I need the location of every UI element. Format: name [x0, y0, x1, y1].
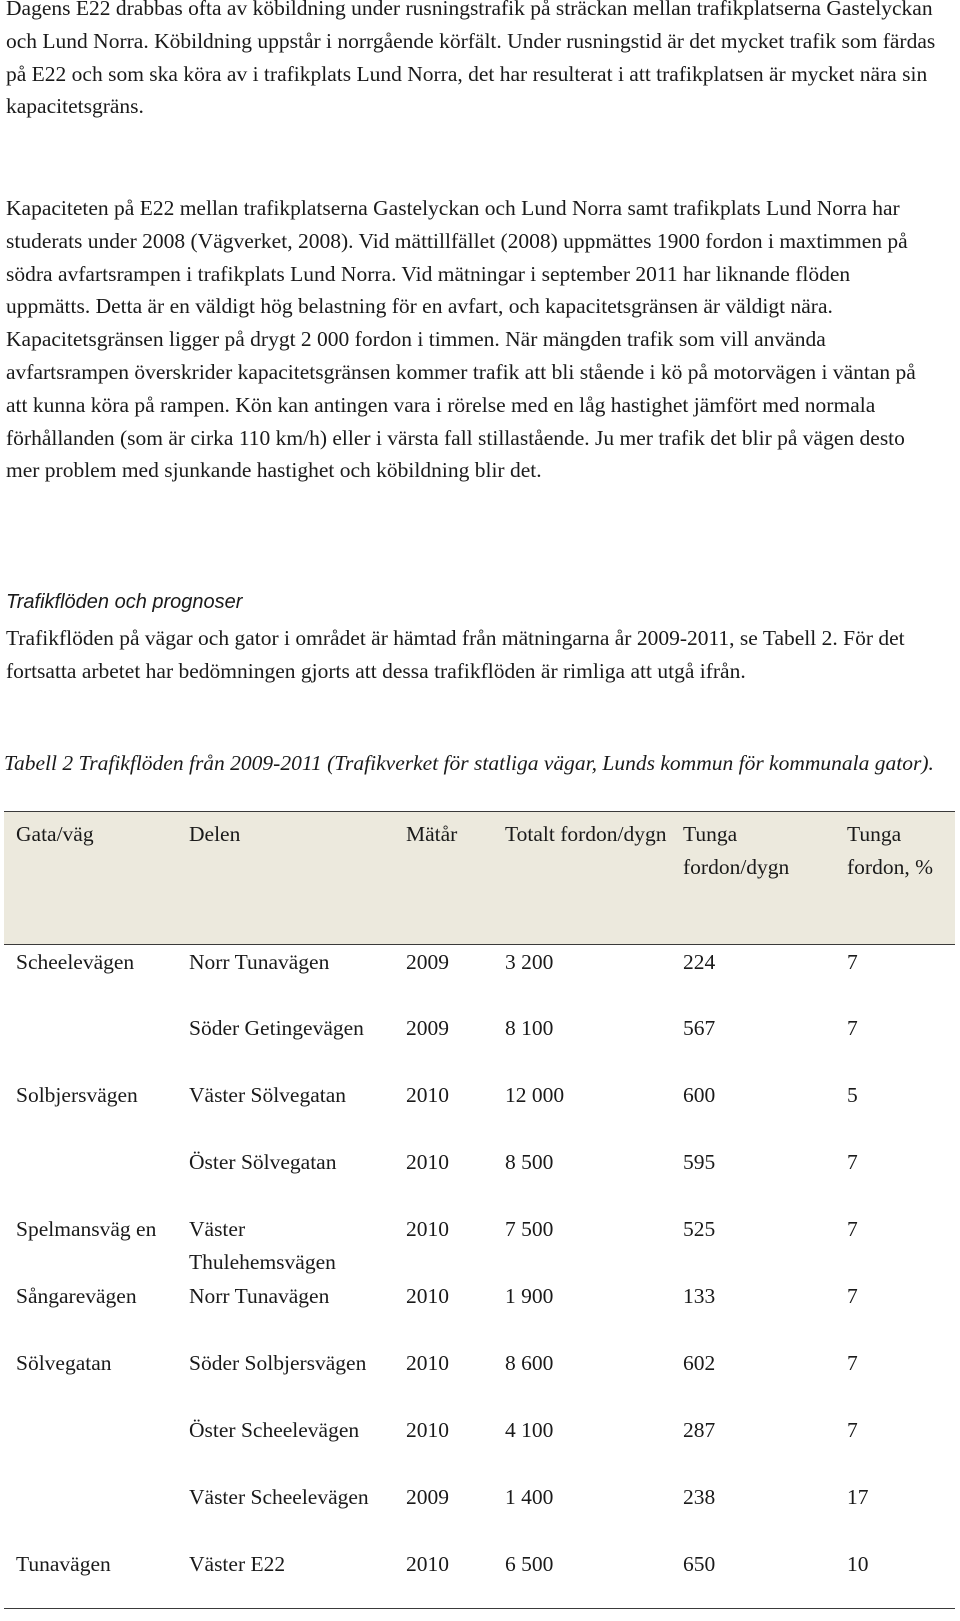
table-cell: 7 [847, 1150, 858, 1174]
table-cell: 2009 [406, 1016, 449, 1040]
table-cell: 2010 [406, 1351, 449, 1375]
table-cell: 8 600 [505, 1351, 554, 1375]
table-row [4, 1481, 955, 1545]
table-cell: 7 500 [505, 1217, 554, 1241]
table-cell: Norr Tunavägen [189, 950, 330, 974]
table-cell: 8 100 [505, 1016, 554, 1040]
table-cell: 602 [683, 1351, 716, 1375]
table-row [4, 1347, 955, 1411]
table-cell: Norr Tunavägen [189, 1284, 330, 1308]
table-row [4, 1213, 955, 1277]
table-cell: 7 [847, 1418, 858, 1442]
table-cell: Solbjersvägen [16, 1083, 138, 1107]
table-cell: 7 [847, 1016, 858, 1040]
table-cell: 650 [683, 1552, 716, 1576]
paragraph-capacity: Kapaciteten på E22 mellan trafikplatserna Gastelyckan och Lund Norra samt trafikplats Lund Norra har studerats under 2008 (Vägverket, 2008). Vid mättillfället (2008) uppmättes 1900 fordon i maxtimmen på södra avfartsrampen i trafikplats Lund Norra. Vid mätningar i september 2011 har liknande flöden uppmätts. Detta är en väldigt hög belastning för en avfart, och kapacitetsgränsen är väldigt nära. Kapacitetsgränsen ligger på drygt 2 000 fordon i timmen. När mängden trafik som vill använda avfartsrampen överskrider kapacitetsgränsen kommer trafik att bli stående i kö på motorvägen i väntan på att kunna köra på rampen. Kön kan antingen vara i rörelse med en låg hastighet jämfört med normala förhållanden (som är cirka 110 km/h) eller i värsta fall stillastående. Ju mer trafik det blir på vägen desto mer problem med sjunkande hastighet och köbildning blir det. [6, 196, 916, 483]
table-cell: Söder Solbjersvägen [189, 1351, 367, 1375]
table-cell: Öster Sölvegatan [189, 1150, 337, 1174]
paragraph-traffic-flows: Trafikflöden på vägar och gator i området är hämtad från mätningarna år 2009-2011, se Tabell 2. För det fortsatta arbetet har bedömningen gjorts att dessa trafikflöden är rimliga att utgå ifrån. [6, 626, 905, 683]
header-cell: Totalt fordon/dygn [505, 822, 667, 846]
table-cell: 595 [683, 1150, 716, 1174]
table-cell: 7 [847, 950, 858, 974]
header-cell: Tunga fordon, % [847, 822, 933, 879]
table-caption: Tabell 2 Trafikflöden från 2009-2011 (Trafikverket för statliga vägar, Lunds kommun för kommunala gator). [4, 751, 934, 775]
table-cell: Väster Sölvegatan [189, 1083, 347, 1107]
header-cell: Mätår [406, 822, 458, 846]
table-cell: 5 [847, 1083, 858, 1107]
header-cell: Delen [189, 822, 241, 846]
table-cell: 133 [683, 1284, 716, 1308]
table-cell: 2010 [406, 1083, 449, 1107]
table-cell: Väster E22 [189, 1552, 286, 1576]
table-cell: 238 [683, 1485, 716, 1509]
table-cell: Sölvegatan [16, 1351, 112, 1375]
table-cell: 2010 [406, 1150, 449, 1174]
table-bottom-rule [4, 1608, 955, 1609]
table-header-row [4, 811, 955, 945]
table-cell: Väster Scheelevägen [189, 1485, 369, 1509]
table-cell: 600 [683, 1083, 716, 1107]
table-row [4, 1280, 955, 1344]
section-heading: Trafikflöden och prognoser [6, 591, 243, 613]
table-cell: 10 [847, 1552, 869, 1576]
table-cell: 567 [683, 1016, 716, 1040]
table-cell: Tunavägen [16, 1552, 111, 1576]
table-cell: 2010 [406, 1217, 449, 1241]
table-cell: 2010 [406, 1284, 449, 1308]
table-cell: 7 [847, 1284, 858, 1308]
table-cell: Sångarevägen [16, 1284, 137, 1308]
header-cell: Gata/väg [16, 822, 94, 846]
table-cell: Väster Thulehemsvägen [189, 1217, 336, 1274]
table-cell: 7 [847, 1217, 858, 1241]
paragraph-queueing: Dagens E22 drabbas ofta av köbildning under rusningstrafik på sträckan mellan trafikplatserna Gastelyckan och Lund Norra. Köbildning uppstår i norrgående körfält. Under rusningstid är det mycket trafik som färdas på E22 och som ska köra av i trafikplats Lund Norra, det har resulterat i att trafikplatsen är mycket nära sin kapacitetsgräns. [6, 0, 936, 119]
table-cell: 12 000 [505, 1083, 565, 1107]
table-cell: 3 200 [505, 950, 554, 974]
table-cell: 8 500 [505, 1150, 554, 1174]
table-cell: Öster Scheelevägen [189, 1418, 360, 1442]
table-row [4, 1146, 955, 1210]
table-row [4, 946, 955, 1010]
table-cell: 6 500 [505, 1552, 554, 1576]
table-row [4, 1012, 955, 1076]
table-cell: 17 [847, 1485, 869, 1509]
table-cell: 7 [847, 1351, 858, 1375]
table-cell: 525 [683, 1217, 716, 1241]
table-row [4, 1079, 955, 1143]
table-cell: 4 100 [505, 1418, 554, 1442]
table-cell: 2009 [406, 950, 449, 974]
table-cell: Spelmansväg en [16, 1217, 157, 1241]
table-cell: 224 [683, 950, 716, 974]
table-cell: 2010 [406, 1552, 449, 1576]
table-row [4, 1548, 955, 1612]
header-cell: Tunga fordon/dygn [683, 822, 790, 879]
table-cell: Scheelevägen [16, 950, 135, 974]
table-cell: 1 900 [505, 1284, 554, 1308]
table-row [4, 1414, 955, 1478]
table-cell: 287 [683, 1418, 716, 1442]
table-cell: Söder Getingevägen [189, 1016, 364, 1040]
table-cell: 2009 [406, 1485, 449, 1509]
table-cell: 1 400 [505, 1485, 554, 1509]
traffic-flow-table [4, 811, 955, 1576]
table-cell: 2010 [406, 1418, 449, 1442]
